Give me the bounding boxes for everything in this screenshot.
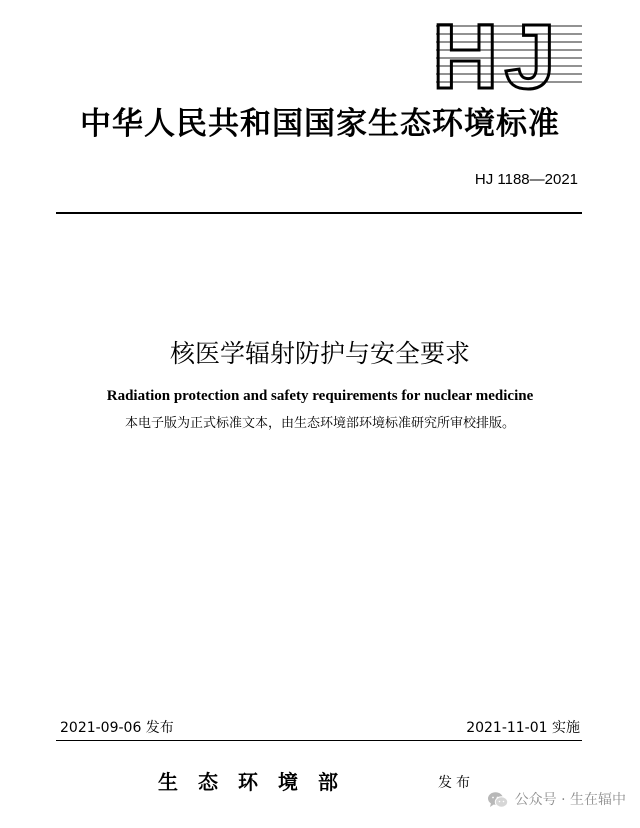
issue-date: 2021-09-06 发布 — [60, 720, 174, 736]
watermark-text: 公众号 · 生在辐中 — [514, 792, 626, 808]
document-title-en: Radiation protection and safety requirements for nuclear medicine — [106, 388, 534, 404]
logo-text: HJ — [432, 14, 562, 94]
publish-label: 发布 — [438, 775, 474, 791]
edition-note: 本电子版为正式标准文本，由生态环境部环境标准研究所审校排版。 — [124, 416, 515, 431]
wechat-watermark — [487, 788, 626, 812]
issuing-authority: 生态环境部 — [158, 770, 358, 794]
header-divider — [56, 212, 582, 214]
document-title-cn: 核医学辐射防护与安全要求 — [169, 339, 470, 368]
footer-divider — [56, 740, 582, 741]
implementation-date: 2021-11-01 实施 — [466, 720, 580, 736]
hj-logo — [432, 14, 584, 94]
standard-number: HJ 1188—2021 — [474, 171, 578, 188]
organization-title: 中华人民共和国国家生态环境标准 — [80, 106, 560, 142]
wechat-icon — [487, 791, 509, 809]
